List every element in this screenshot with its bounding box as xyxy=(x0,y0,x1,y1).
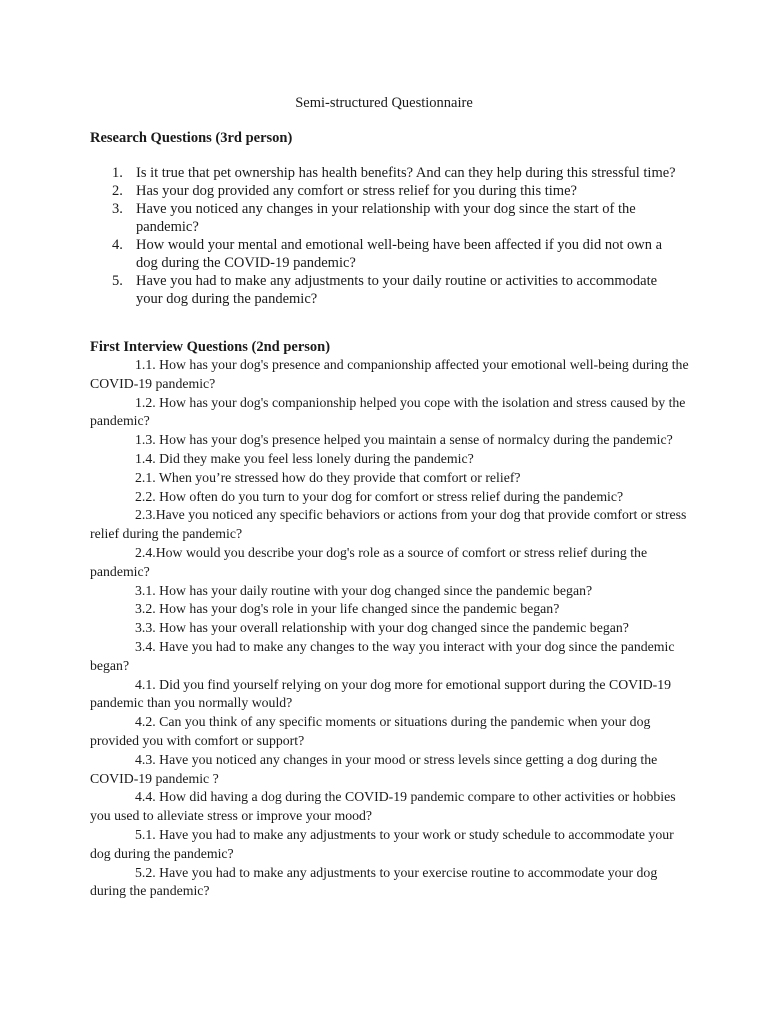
interview-question: 3.3. How has your overall relationship with your dog changed since the pandemic began? xyxy=(135,620,629,636)
interview-question: 3.1. How has your daily routine with your dog changed since the pandemic began? xyxy=(135,582,593,598)
interview-questions-heading: First Interview Questions (2nd person) xyxy=(90,339,331,355)
interview-question: 4.4. How did having a dog during the COVID-19 pandemic compare to other activities or hobbies you used to alleviate stress or improve your mood? xyxy=(90,789,676,824)
research-questions-heading: Research Questions (3rd person) xyxy=(90,130,293,146)
interview-question: 1.2. How has your dog's companionship helped you cope with the isolation and stress caused by the pandemic? xyxy=(90,394,686,429)
interview-question: 5.2. Have you had to make any adjustments to your exercise routine to accommodate your dog during the pandemic? xyxy=(90,864,658,899)
interview-question: 2.1. When you’re stressed how do they provide that comfort or relief? xyxy=(135,469,521,485)
interview-question: 2.3.Have you noticed any specific behaviors or actions from your dog that provide comfort or stress relief during the pandemic? xyxy=(90,507,687,542)
interview-question: 1.4. Did they make you feel less lonely during the pandemic? xyxy=(135,450,474,466)
interview-question: 1.3. How has your dog's presence helped you maintain a sense of normalcy during the pandemic? xyxy=(135,432,673,448)
document-title: Semi-structured Questionnaire xyxy=(295,95,473,111)
research-question xyxy=(90,236,680,272)
interview-question: 4.3. Have you noticed any changes in your mood or stress levels since getting a dog during the COVID-19 pandemic ? xyxy=(90,751,658,786)
research-question xyxy=(90,200,680,236)
interview-question: 3.4. Have you had to make any changes to the way you interact with your dog since the pandemic began? xyxy=(90,638,675,673)
research-question-number: 1. xyxy=(112,165,123,181)
research-question-number: 5. xyxy=(112,273,123,289)
research-question-text: Is it true that pet ownership has health benefits? And can they help during this stressful time? xyxy=(136,165,676,181)
research-question xyxy=(90,182,680,200)
research-question-number: 2. xyxy=(112,183,123,199)
research-question-text: Have you had to make any adjustments to your daily routine or activities to accommodate your dog during the pandemic? xyxy=(136,273,658,307)
interview-question: 2.2. How often do you turn to your dog for comfort or stress relief during the pandemic? xyxy=(135,488,624,504)
interview-question: 4.2. Can you think of any specific moments or situations during the pandemic when your dog provided you with comfort or support? xyxy=(90,714,651,748)
interview-question: 4.1. Did you find yourself relying on your dog more for emotional support during the COVID-19 pandemic than you normally would? xyxy=(90,676,672,711)
research-question-text: Has your dog provided any comfort or stress relief for you during this time? xyxy=(136,183,577,199)
interview-question: 1.1. How has your dog's presence and companionship affected your emotional well-being during the COVID-19 pandemic? xyxy=(90,357,689,391)
research-question-text: Have you noticed any changes in your relationship with your dog since the start of the pandemic? xyxy=(136,201,636,235)
interview-question: 2.4.How would you describe your dog's role as a source of comfort or stress relief during the pandemic? xyxy=(90,544,648,579)
interview-questions-list xyxy=(90,356,690,901)
research-question xyxy=(90,272,680,308)
research-question-number: 3. xyxy=(112,201,123,217)
interview-question: 5.1. Have you had to make any adjustments to your work or study schedule to accommodate your dog during the pandemic? xyxy=(90,826,674,861)
research-question-number: 4. xyxy=(112,237,123,253)
interview-question: 3.2. How has your dog's role in your life changed since the pandemic began? xyxy=(135,601,560,617)
research-questions-list xyxy=(90,164,680,308)
research-question xyxy=(90,164,680,182)
research-question-text: How would your mental and emotional well-being have been affected if you did not own a dog during the COVID-19 pandemic? xyxy=(136,237,663,271)
